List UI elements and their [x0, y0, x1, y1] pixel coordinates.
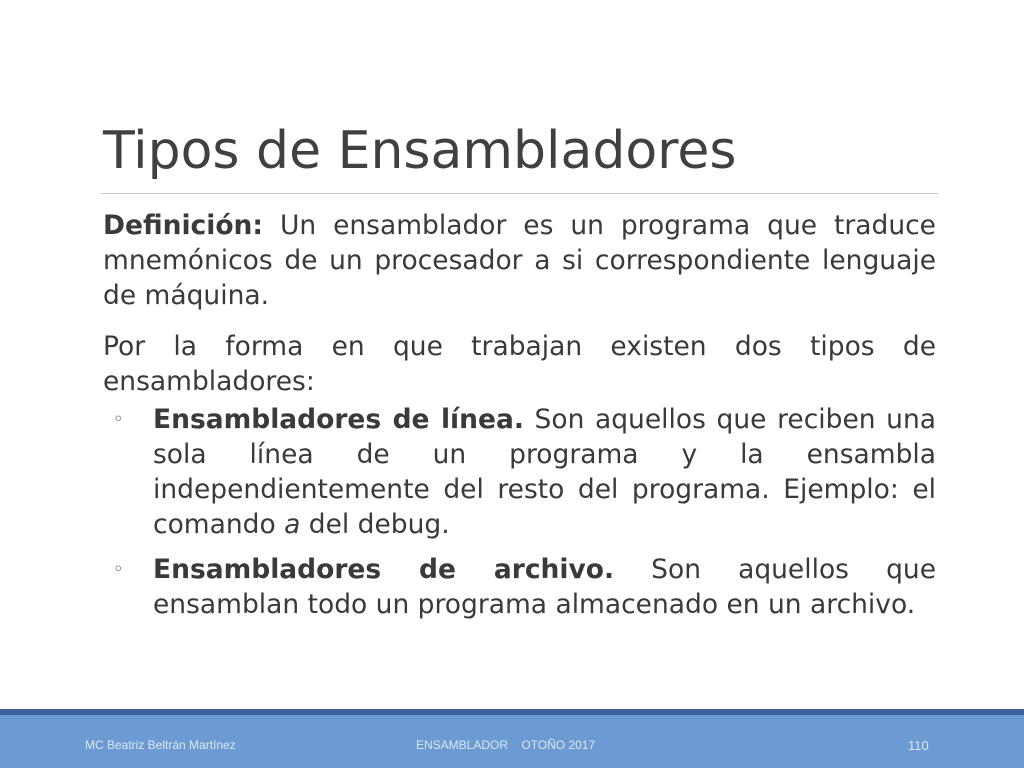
page-number: 110 — [908, 738, 929, 753]
intro-paragraph: Por la forma en que trabajan existen dos tipos de ensambladores: — [103, 331, 936, 397]
bullet-italic-command: a — [284, 509, 301, 540]
bullet-text: Son aquellos que ensamblan todo un programa almacenado en un archivo. — [153, 554, 936, 620]
definition-text: Un ensamblador es un programa que traduce mnemónicos de un procesador a si correspondiente lenguaje de máquina. — [103, 210, 936, 311]
bullet-text: Son aquellos que reciben una sola línea de un programa y la ensambla independientemente del resto del programa. Ejemplo: el comando — [153, 404, 936, 540]
list-item-line-assemblers — [103, 402, 936, 542]
footer-course: ENSAMBLADOR OTOÑO 2017 — [416, 738, 596, 752]
slide-body — [103, 208, 936, 632]
hollow-bullet-icon: ◦ — [113, 559, 124, 580]
types-list — [103, 402, 936, 622]
title-divider — [100, 193, 938, 194]
footer-author: MC Beatriz Beltrán Martínez — [85, 738, 236, 752]
slide-title: Tipos de Ensambladores — [103, 121, 737, 181]
bullet-text-end: del debug. — [300, 509, 450, 540]
hollow-bullet-icon: ◦ — [113, 409, 124, 430]
definition-paragraph — [103, 208, 936, 313]
bullet-term: Ensambladores de línea. — [153, 404, 524, 435]
definition-label: Definición: — [103, 210, 264, 241]
list-item-file-assemblers — [103, 552, 936, 622]
bullet-term: Ensambladores de archivo. — [153, 554, 615, 585]
